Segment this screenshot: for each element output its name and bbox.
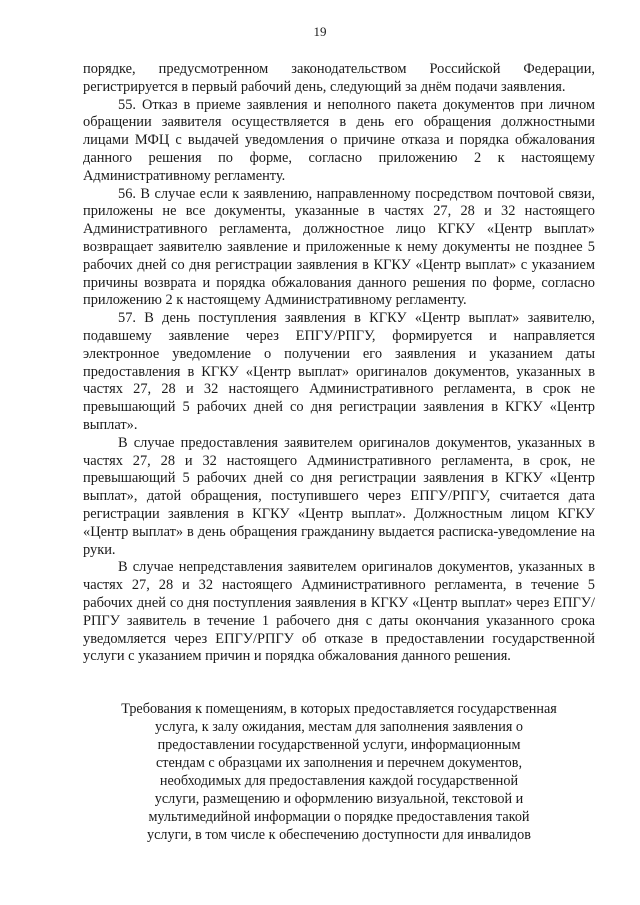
paragraph-56: 56. В случае если к заявлению, направленному посредством почтовой связи, приложены не все документы, указанные в частях 27, 28 и 32 настоящего Административного регламента, должностное лицо КГКУ «Центр выплат» возвращает заявителю заявление и приложенные к нему документы не позднее 5 рабочих дней со дня регистрации заявления в КГКУ «Центр выплат» с указанием причины возврата и порядка обжалования данного решения по форме, согласно приложению 2 к настоящему Административному регламенту. <box>83 185 595 309</box>
section-heading-line: предоставлении государственной услуги, информационным <box>157 737 521 753</box>
section-heading-line: услуга, к залу ожидания, местам для заполнения заявления о <box>154 719 524 735</box>
section-heading-line: услуги, в том числе к обеспечению доступности для инвалидов <box>147 827 531 843</box>
paragraph-originals-not-provided: В случае непредставления заявителем оригиналов документов, указанных в частях 27, 28 и 32 настоящего Административного регламента, в течение 5 рабочих дней со дня поступления заявления в КГКУ «Центр выплат» через ЕПГУ/РПГУ заявитель в течение 1 рабочего дня с даты окончания указанного срока уведомляется через ЕПГУ/РПГУ об отказе в предоставлении государственной услуги с указанием причин и порядка обжалования данного решения. <box>83 559 595 665</box>
section-heading-line: услуги, размещению и оформлению визуальной, текстовой и <box>154 791 524 807</box>
section-heading-line: необходимых для предоставления каждой государственной <box>159 773 519 789</box>
body-text <box>83 61 595 666</box>
section-heading-line: Требования к помещениям, в которых предоставляется государственная <box>121 701 557 717</box>
section-heading-line: мультимедийной информации о порядке предоставления такой <box>148 809 530 825</box>
paragraph-57: 57. В день поступления заявления в КГКУ «Центр выплат» заявителю, подавшему заявление через ЕПГУ/РПГУ, формируется и направляется электронное уведомление о получении его заявления и указанием даты предоставления в КГКУ «Центр выплат» оригиналов документов, указанных в частях 27, 28 и 32 настоящего Административного регламента, в срок не превышающий 5 рабочих дней со дня регистрации заявления в КГКУ «Центр выплат». <box>83 310 595 433</box>
section-heading <box>83 700 595 844</box>
page-number: 19 <box>313 24 327 39</box>
section-heading-line: стендам с образцами их заполнения и перечнем документов, <box>155 755 522 771</box>
paragraph-55: 55. Отказ в приеме заявления и неполного пакета документов при личном обращении заявителя осуществляется в день его обращения должностными лицами МФЦ с выдачей уведомления о причине отказа и порядка обжалования данного решения по форме, согласно приложению 2 к настоящему Административному регламенту. <box>83 96 595 184</box>
paragraph-continuation: порядке, предусмотренном законодательством Российской Федерации, регистрируется в первый рабочий день, следующий за днём подачи заявления. <box>83 61 595 95</box>
paragraph-originals-provided: В случае предоставления заявителем оригиналов документов, указанных в частях 27, 28 и 32 настоящего Административного регламента, в срок, не превышающий 5 рабочих дней со дня регистрации заявления в КГКУ «Центр выплат», датой обращения, поступившего через ЕПГУ/РПГУ, считается дата регистрации заявления в КГКУ «Центр выплат». Должностным лицом КГКУ «Центр выплат» в день обращения гражданину выдается расписка-уведомление на руки. <box>83 434 595 558</box>
